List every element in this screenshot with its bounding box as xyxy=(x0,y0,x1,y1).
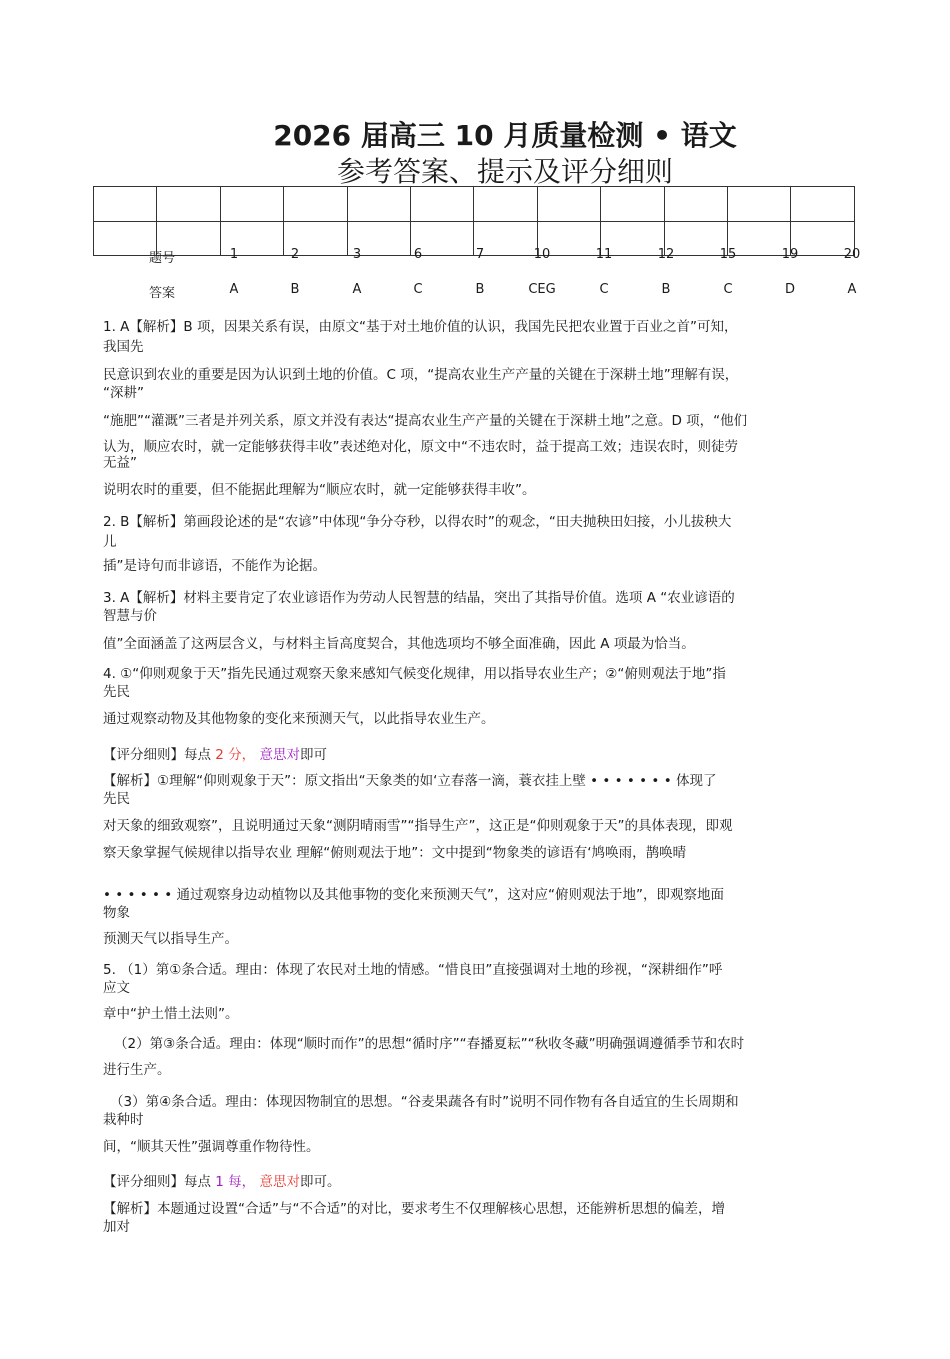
answer-text-line: （3）第④条合适。理由：体现因物制宜的思想。“谷麦果蔬各有时”说明不同作物有各自适宜的生长周期和 xyxy=(110,1094,739,1110)
score-value: 1 每， xyxy=(215,1174,256,1190)
table-cell: A xyxy=(229,282,239,297)
table-cell: B xyxy=(290,282,300,297)
answer-text-line: 物象 xyxy=(103,905,130,921)
answer-text-line: 认为，顺应农时，就一定能够获得丰收”表述绝对化，原文中“不违农时，益于提高工效；违误农时，则徒劳 xyxy=(103,439,738,455)
answer-text-line: 间，“顺其天性”强调尊重作物待性。 xyxy=(103,1139,320,1155)
answer-text-line: 3. A【解析】材料主要肯定了农业谚语作为劳动人民智慧的结晶，突出了其指导价值。选项 A “农业谚语的 xyxy=(103,590,735,606)
answer-text-line: “施肥”“灌溉”三者是并列关系，原文并没有表达“提高农业生产产量的关键在于深耕土地”之意。D 项，“他们 xyxy=(103,413,748,429)
table-cell: A xyxy=(847,282,857,297)
table-cell: 20 xyxy=(843,247,861,262)
table-cell: 2 xyxy=(290,247,300,262)
table-cell: 11 xyxy=(595,247,613,262)
answer-text-line: 先民 xyxy=(103,684,130,700)
table-cell: C xyxy=(723,282,733,297)
scoring-criterion: 意思对 xyxy=(259,747,300,763)
answer-text-line: （2）第③条合适。理由：体现“顺时而作”的思想“循时序”“春播夏耘”“秋收冬藏”明确强调遵循季节和农时 xyxy=(114,1036,745,1052)
answer-text-line: 加对 xyxy=(103,1219,130,1235)
answer-row xyxy=(0,282,950,300)
table-cell: 12 xyxy=(657,247,675,262)
table-cell: 15 xyxy=(719,247,737,262)
answer-text-line: 先民 xyxy=(103,791,130,807)
scoring-criterion: 意思对 xyxy=(259,1174,300,1190)
answer-text-line: 【解析】本题通过设置“合适”与“不合适”的对比，要求考生不仅理解核心思想，还能辨析思想的偏差，增 xyxy=(103,1201,725,1217)
answer-text-line: 栽种时 xyxy=(103,1112,144,1128)
table-cell: 7 xyxy=(475,247,485,262)
table-cell: CEG xyxy=(528,282,556,297)
question-number-row xyxy=(0,247,950,265)
answer-text-line: 通过观察动物及其他物象的变化来预测天气，以此指导农业生产。 xyxy=(103,711,495,727)
table-cell: 6 xyxy=(413,247,423,262)
table-cell: B xyxy=(661,282,671,297)
answer-text-line: 我国先 xyxy=(103,339,144,355)
table-cell: 3 xyxy=(352,247,362,262)
answer-text-line: 儿 xyxy=(103,534,117,550)
table-cell: B xyxy=(475,282,485,297)
scoring-rule xyxy=(103,746,863,764)
answer-text-line: 对天象的细致观察”，且说明通过天象“测阴晴雨雪”“指导生产”，这正是“仰则观象于天”的具体表现，即观 xyxy=(103,818,733,834)
answer-text-line: 民意识到农业的重要是因为认识到土地的价值。C 项，“提高农业生产产量的关键在于深耕土地”理解有误， xyxy=(103,367,739,383)
row-label: 题号 xyxy=(148,251,176,266)
answer-text-line: 无益” xyxy=(103,455,137,471)
table-cell: 19 xyxy=(781,247,799,262)
answer-text-line: 说明农时的重要，但不能据此理解为“顺应农时，就一定能够获得丰收”。 xyxy=(103,482,536,498)
scoring-rule-label: 【评分细则】每点 xyxy=(103,1174,216,1190)
answer-text-line: 进行生产。 xyxy=(103,1062,171,1078)
page-title: 2026 届高三 10 月质量检测 • 语文 xyxy=(273,119,737,152)
table-cell: A xyxy=(352,282,362,297)
scoring-rule-label: 【评分细则】每点 xyxy=(103,747,216,763)
answer-text-line: 预测天气以指导生产。 xyxy=(103,931,238,947)
answer-text-line: • • • • • • 通过观察身边动植物以及其他事物的变化来预测天气”，这对应“俯则观法于地”，即观察地面 xyxy=(103,887,725,903)
table-cell: D xyxy=(784,282,796,297)
answer-text-line: 2. B【解析】第画段论述的是“农谚”中体现“争分夺秒，以得农时”的观念，“田夫抛秧田妇接，小儿拔秧大 xyxy=(103,514,732,530)
answer-text-line: 5. （1）第①条合适。理由：体现了农民对土地的情感。“惜良田”直接强调对土地的珍视，“深耕细作”呼 xyxy=(103,962,723,978)
answer-text-line: 应文 xyxy=(103,980,130,996)
answer-text-line: 值”全面涵盖了这两层含义，与材料主旨高度契合，其他选项均不够全面准确，因此 A 项最为恰当。 xyxy=(103,636,695,652)
scoring-rule xyxy=(103,1173,863,1191)
answer-text-line: 1. A【解析】B 项，因果关系有误，由原文“基于对土地价值的认识，我国先民把农业置于百业之首”可知， xyxy=(103,319,738,335)
answer-text-line: 章中“护土惜土法则”。 xyxy=(103,1006,239,1022)
scoring-rule-tail: 即可 xyxy=(299,747,327,763)
answer-text-line: 4. ①“仰则观象于天”指先民通过观察天象来感知气候变化规律，用以指导农业生产；②“俯则观法于地”指 xyxy=(103,666,726,682)
answer-text-line: 察天象掌握气候规律以指导农业 理解“俯则观法于地”：文中提到“物象类的谚语有‘鸠唤雨，鹊唤晴 xyxy=(103,845,687,861)
scoring-rule-tail: 即可。 xyxy=(299,1174,341,1190)
page-subtitle: 参考答案、提示及评分细则 xyxy=(336,155,673,188)
answer-text-line: 智慧与价 xyxy=(103,608,157,624)
table-cell: C xyxy=(599,282,609,297)
answer-grid xyxy=(93,186,855,256)
score-value: 2 分， xyxy=(215,747,256,763)
table-cell: C xyxy=(413,282,423,297)
table-cell: 10 xyxy=(533,247,551,262)
answer-text-line: 【解析】①理解“仰则观象于天”：原文指出“天象类的如‘立春落一滴，蓑衣挂上壁 • • • • • • • 体现了 xyxy=(103,773,717,789)
row-label: 答案 xyxy=(148,286,176,301)
answer-text-line: “深耕” xyxy=(103,385,144,401)
table-cell: 1 xyxy=(229,247,239,262)
answer-text-line: 插”是诗句而非谚语，不能作为论据。 xyxy=(103,558,326,574)
